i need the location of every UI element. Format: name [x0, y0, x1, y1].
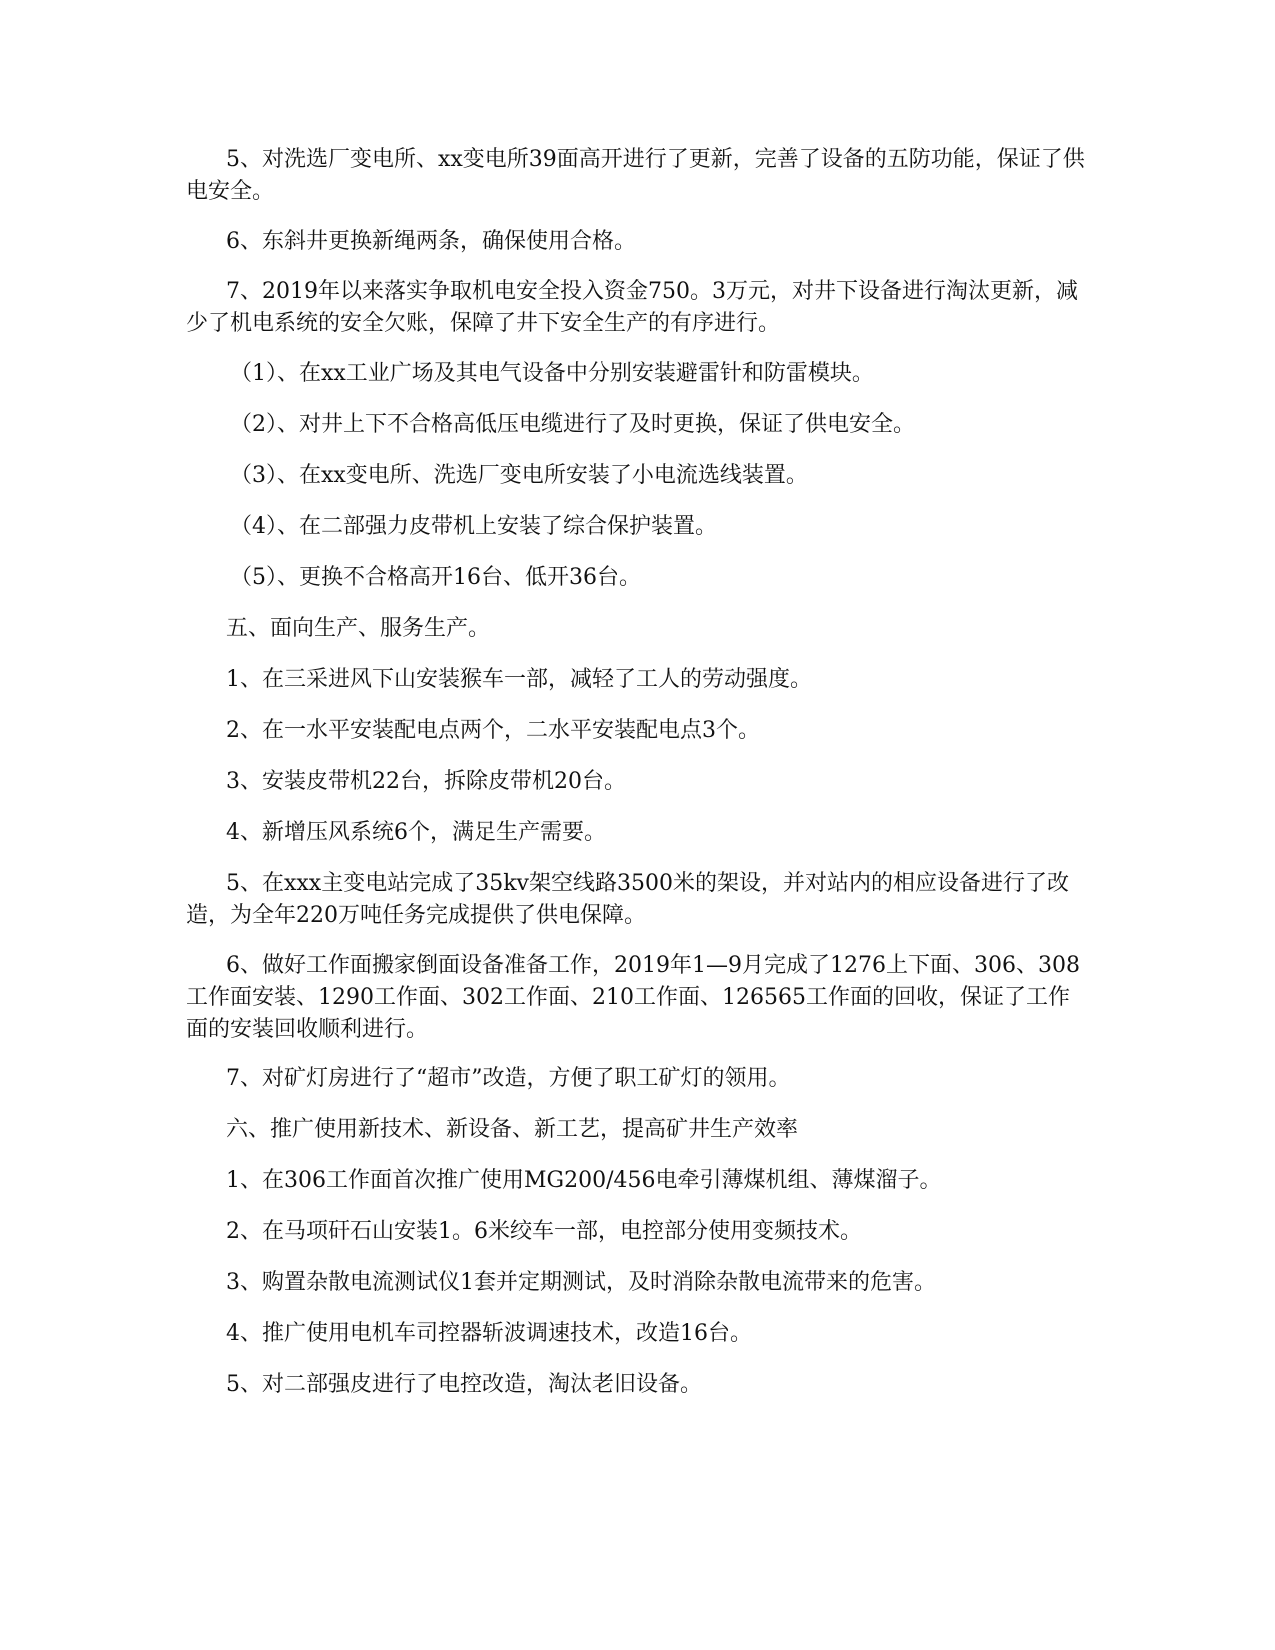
paragraph-prod-3: 3、安装皮带机22台，拆除皮带机20台。	[226, 769, 626, 794]
paragraph-tech-2: 2、在马项矸石山安装1。6米绞车一部，电控部分使用变频技术。	[226, 1219, 862, 1244]
paragraph-tech-5: 5、对二部强皮进行了电控改造，淘汰老旧设备。	[226, 1372, 702, 1397]
paragraph-prod-6: 6、做好工作面搬家倒面设备准备工作，2019年1—9月完成了1276上下面、306、308工作面安装、1290工作面、302工作面、210工作面、126565工作面的回收，保证了工作面的安装回收顺利进行。	[186, 953, 1080, 1042]
paragraph-prod-7: 7、对矿灯房进行了“超市”改造，方便了职工矿灯的领用。	[226, 1066, 791, 1091]
paragraph-sub-3: （3）、在xx变电所、洗选厂变电所安装了小电流选线装置。	[230, 463, 808, 488]
paragraph-item-6-ropes: 6、东斜井更换新绳两条，确保使用合格。	[226, 229, 636, 254]
paragraph-prod-1: 1、在三采进风下山安装猴车一部，减轻了工人的劳动强度。	[226, 667, 812, 692]
paragraph-prod-4: 4、新增压风系统6个，满足生产需要。	[226, 820, 606, 845]
paragraph-tech-4: 4、推广使用电机车司控器斩波调速技术，改造16台。	[226, 1321, 752, 1346]
paragraph-prod-2: 2、在一水平安装配电点两个，二水平安装配电点3个。	[226, 718, 760, 743]
paragraph-tech-1: 1、在306工作面首次推广使用MG200/456电牵引薄煤机组、薄煤溜子。	[226, 1168, 942, 1193]
paragraph-sub-2: （2）、对井上下不合格高低压电缆进行了及时更换，保证了供电安全。	[230, 412, 915, 437]
section-heading-five: 五、面向生产、服务生产。	[226, 616, 491, 641]
paragraph-sub-5: （5）、更换不合格高开16台、低开36台。	[230, 565, 641, 590]
paragraph-item-5-substations: 5、对洗选厂变电所、xx变电所39面高开进行了更新，完善了设备的五防功能，保证了供电安全。	[186, 147, 1085, 204]
paragraph-item-7-investment: 7、2019年以来落实争取机电安全投入资金750。3万元，对井下设备进行淘汰更新，减少了机电系统的安全欠账，保障了井下安全生产的有序进行。	[186, 279, 1078, 336]
paragraph-sub-4: （4）、在二部强力皮带机上安装了综合保护装置。	[230, 514, 717, 539]
paragraph-prod-5: 5、在xxx主变电站完成了35kv架空线路3500米的架设，并对站内的相应设备进行了改造，为全年220万吨任务完成提供了供电保障。	[186, 871, 1069, 928]
section-heading-six: 六、推广使用新技术、新设备、新工艺，提高矿井生产效率	[226, 1117, 799, 1142]
paragraph-sub-1: （1）、在xx工业广场及其电气设备中分别安装避雷针和防雷模块。	[230, 361, 874, 386]
paragraph-tech-3: 3、购置杂散电流测试仪1套并定期测试，及时消除杂散电流带来的危害。	[226, 1270, 936, 1295]
